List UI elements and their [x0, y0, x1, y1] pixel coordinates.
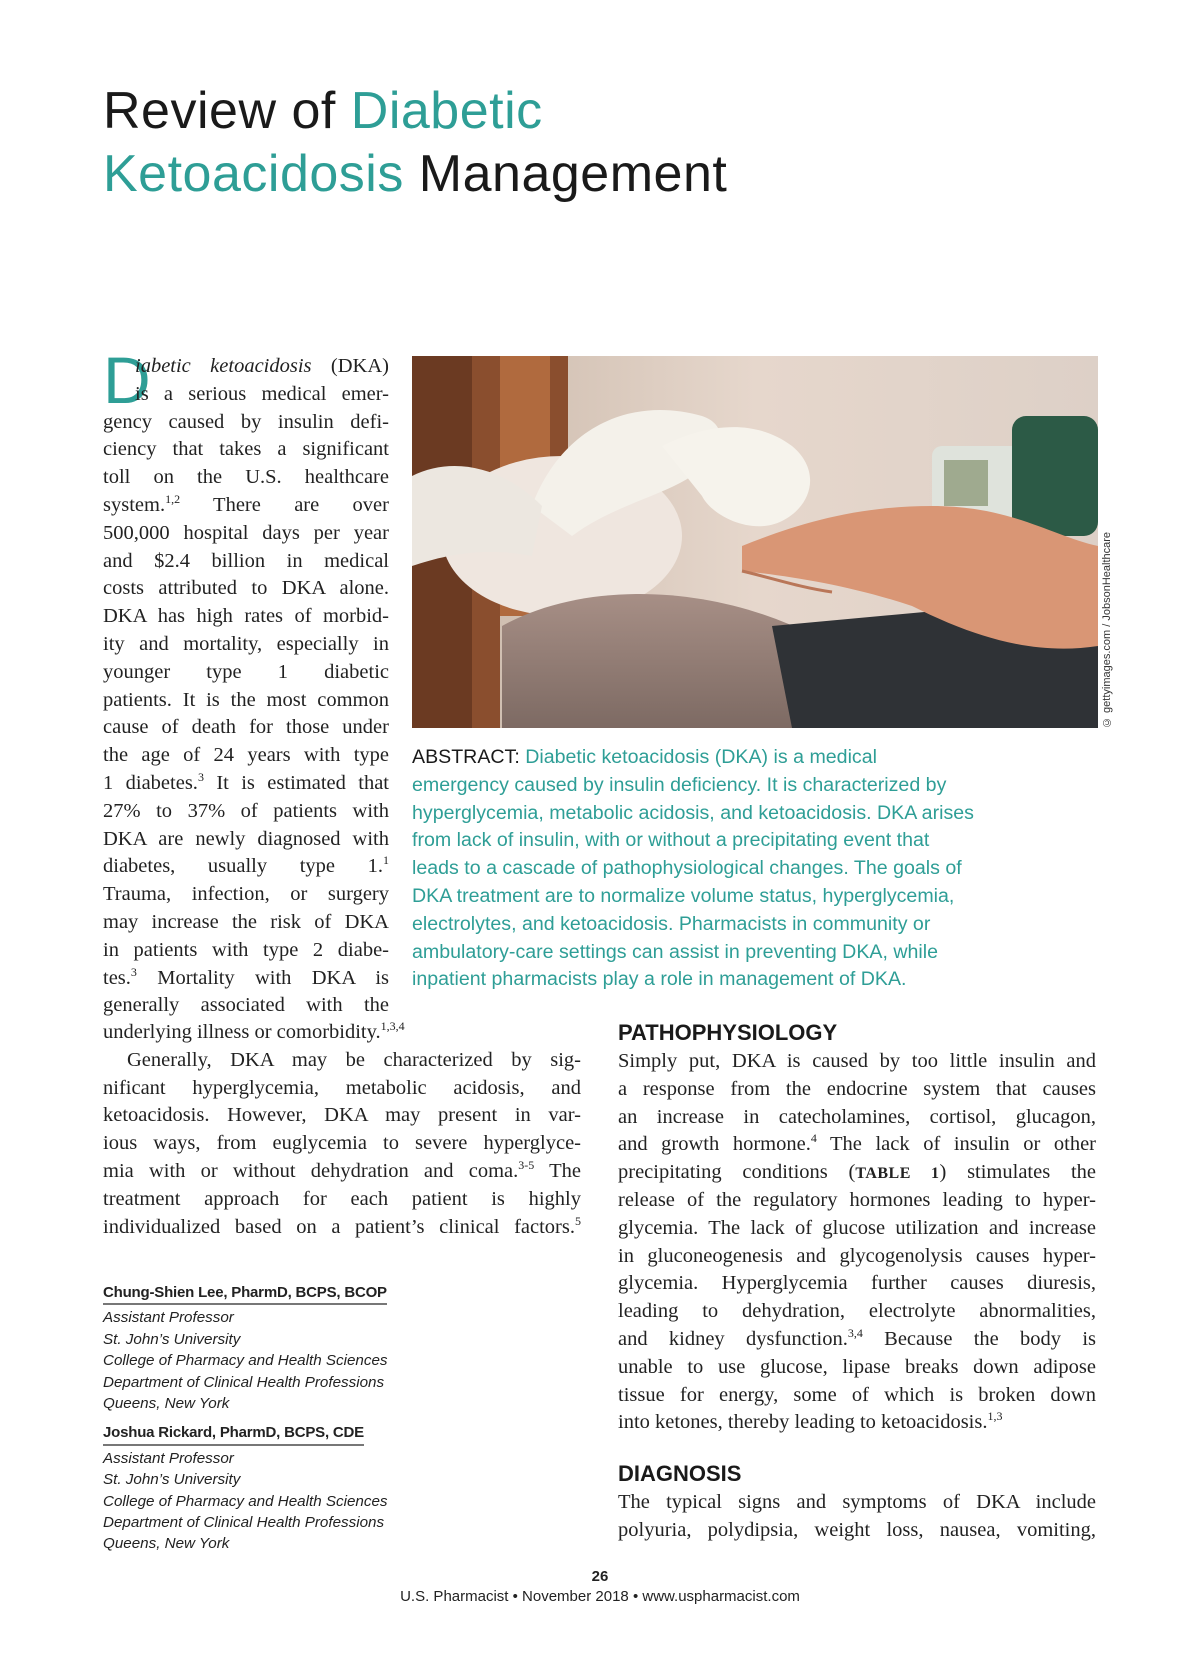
- text-line: tes.$^3$ Mortality with DKA is: [103, 964, 389, 989]
- text-line: and kidney dysfunction.$^{3,4}$ Because the body is: [618, 1325, 1096, 1350]
- text-line: release of the regulatory hormones leading to hyper-: [618, 1188, 1096, 1211]
- text-line: glycemia. The lack of glucose utilization and increase: [618, 1216, 1096, 1239]
- text-line: underlying illness or comorbidity.$^{1,3,4}$: [103, 1019, 405, 1043]
- table-reference: TABLE 1: [855, 1165, 940, 1183]
- text-line: 500,000 hospital days per year: [103, 521, 389, 544]
- text-line: hyperglycemia, metabolic acidosis, and ketoacidosis. DKA arises: [412, 801, 974, 824]
- text-line: polyuria, polydipsia, weight loss, nausea, vomiting,: [618, 1518, 1096, 1541]
- text-line: The typical signs and symptoms of DKA include: [618, 1491, 1096, 1514]
- abstract: [412, 744, 1092, 994]
- text-line: unable to use glucose, lipase breaks down adipose: [618, 1355, 1096, 1378]
- text-line: inpatient pharmacists play a role in management of DKA.: [412, 968, 907, 991]
- text-line: leading to dehydration, electrolyte abnormalities,: [618, 1300, 1096, 1323]
- body-paragraph-left: [103, 1019, 581, 1241]
- glucose-test-photo-illustration: [412, 356, 1098, 728]
- text-line: into ketones, thereby leading to ketoacidosis.$^{1,3}$: [618, 1409, 1003, 1434]
- page-footer: U.S. Pharmacist • November 2018 • www.uspharmacist.com: [400, 1588, 800, 1605]
- text-line: an increase in catecholamines, cortisol, glucagon,: [618, 1105, 1096, 1128]
- drop-cap: D: [103, 343, 151, 417]
- text-line: ambulatory-care settings can assist in preventing DKA, while: [412, 940, 939, 963]
- text-line: ity and mortality, especially in: [103, 632, 389, 655]
- author-affiliation: Queens, New York: [103, 1395, 230, 1413]
- text-line: patients. It is the most common: [103, 688, 389, 711]
- text-line: DKA treatment are to normalize volume status, hyperglycemia,: [412, 884, 955, 907]
- title-word-highlight: Diabetic: [350, 82, 543, 140]
- text-line: leads to a cascade of pathophysiological changes. The goals of: [412, 857, 962, 880]
- author-affiliation: Queens, New York: [103, 1535, 230, 1553]
- text-line: tissue for energy, some of which is broken down: [618, 1383, 1096, 1406]
- author-affiliation: Department of Clinical Health Professions: [103, 1373, 385, 1391]
- text-line: toll on the U.S. healthcare: [103, 466, 389, 489]
- text-line: 1 diabetes.$^3$ It is estimated that: [103, 769, 389, 794]
- text-line: mia with or without dehydration and coma.$^{3-5}$ The: [103, 1157, 581, 1182]
- abstract-label: ABSTRACT:: [412, 746, 520, 768]
- title-word: Management: [418, 145, 728, 203]
- text-line: may increase the risk of DKA: [103, 910, 389, 933]
- text-line: DKA has high rates of morbid-: [103, 605, 389, 628]
- text-line: diabetes, usually type 1.$^1$: [103, 853, 389, 878]
- text-line: in patients with type 2 diabe-: [103, 938, 389, 961]
- text-line: system.$^{1,2}$ There are over: [103, 491, 389, 516]
- text-line: ciency that takes a significant: [103, 438, 389, 461]
- text-line: precipitating conditions (TABLE 1) stimulates the: [618, 1161, 1096, 1184]
- right-column: [618, 1018, 1096, 1545]
- section-heading-pathophysiology: PATHOPHYSIOLOGY: [618, 1020, 838, 1045]
- text-line: electrolytes, and ketoacidosis. Pharmacists in community or: [412, 912, 931, 935]
- text-line: treatment approach for each patient is highly: [103, 1187, 581, 1210]
- title-word: Review of: [103, 82, 336, 140]
- text-line: Trauma, infection, or surgery: [103, 883, 389, 906]
- author-block: [103, 1422, 403, 1554]
- text-line: a response from the endocrine system that causes: [618, 1077, 1096, 1100]
- intro-paragraph: [103, 343, 389, 1020]
- text-line: generally associated with the: [103, 994, 389, 1017]
- text-line: in gluconeogenesis and glycogenolysis causes hyper-: [618, 1244, 1096, 1267]
- text-line: and $2.4 billion in medical: [103, 549, 389, 572]
- text-line: the age of 24 years with type: [103, 744, 389, 767]
- article-title: [103, 80, 727, 206]
- photo-credit-wrap: [1101, 528, 1117, 728]
- text-line: costs attributed to DKA alone.: [103, 577, 389, 600]
- author-affiliation: St. John’s University: [103, 1471, 241, 1489]
- author-name: Chung-Shien Lee, PharmD, BCPS, BCOP: [103, 1282, 387, 1305]
- author-affiliation: Assistant Professor: [103, 1449, 234, 1467]
- author-affiliation: Assistant Professor: [103, 1309, 234, 1327]
- section-heading-diagnosis: DIAGNOSIS: [618, 1461, 742, 1487]
- title-word-highlight: Ketoacidosis: [103, 145, 404, 203]
- author-affiliation: Department of Clinical Health Professions: [103, 1514, 385, 1532]
- text-line: glycemia. Hyperglycemia further causes diuresis,: [618, 1272, 1096, 1295]
- author-affiliation: St. John’s University: [103, 1330, 241, 1348]
- text-line: iabetic ketoacidosis (DKA): [135, 355, 389, 377]
- text-line: is a serious medical emer-: [135, 382, 389, 405]
- text-line: Simply put, DKA is caused by too little insulin and: [618, 1050, 1096, 1072]
- author-affiliation: College of Pharmacy and Health Sciences: [103, 1352, 388, 1370]
- text-line: Generally, DKA may be characterized by sig-: [127, 1048, 581, 1071]
- text-line: 27% to 37% of patients with: [103, 799, 389, 822]
- author-block: [103, 1282, 403, 1414]
- text-line: younger type 1 diabetic: [103, 660, 389, 683]
- text-line: ketoacidosis. However, DKA may present in var-: [103, 1104, 581, 1127]
- text-line: from lack of insulin, with or without a precipitating event that: [412, 829, 930, 852]
- text-line: and growth hormone.$^4$ The lack of insulin or other: [618, 1131, 1097, 1156]
- text-line: ABSTRACT: Diabetic ketoacidosis (DKA) is a medical: [412, 746, 877, 768]
- article-photo: [412, 356, 1098, 728]
- text-line: DKA are newly diagnosed with: [103, 827, 389, 850]
- text-line: ious ways, from euglycemia to severe hyperglyce-: [103, 1132, 581, 1155]
- text-line: cause of death for those under: [103, 716, 389, 739]
- text-line: individualized based on a patient’s clinical factors.$^5$: [103, 1213, 581, 1238]
- author-name: Joshua Rickard, PharmD, BCPS, CDE: [103, 1422, 364, 1445]
- text-line: gency caused by insulin defi-: [103, 410, 389, 433]
- author-affiliation: College of Pharmacy and Health Sciences: [103, 1492, 388, 1510]
- text-line: nificant hyperglycemia, metabolic acidosis, and: [103, 1076, 581, 1099]
- author-list: [103, 1282, 403, 1563]
- photo-credit: © gettyimages.com / JobsonHealthcare: [1101, 531, 1113, 728]
- page-number: 26: [591, 1568, 609, 1585]
- text-line: emergency caused by insulin deficiency. It is characterized by: [412, 773, 947, 796]
